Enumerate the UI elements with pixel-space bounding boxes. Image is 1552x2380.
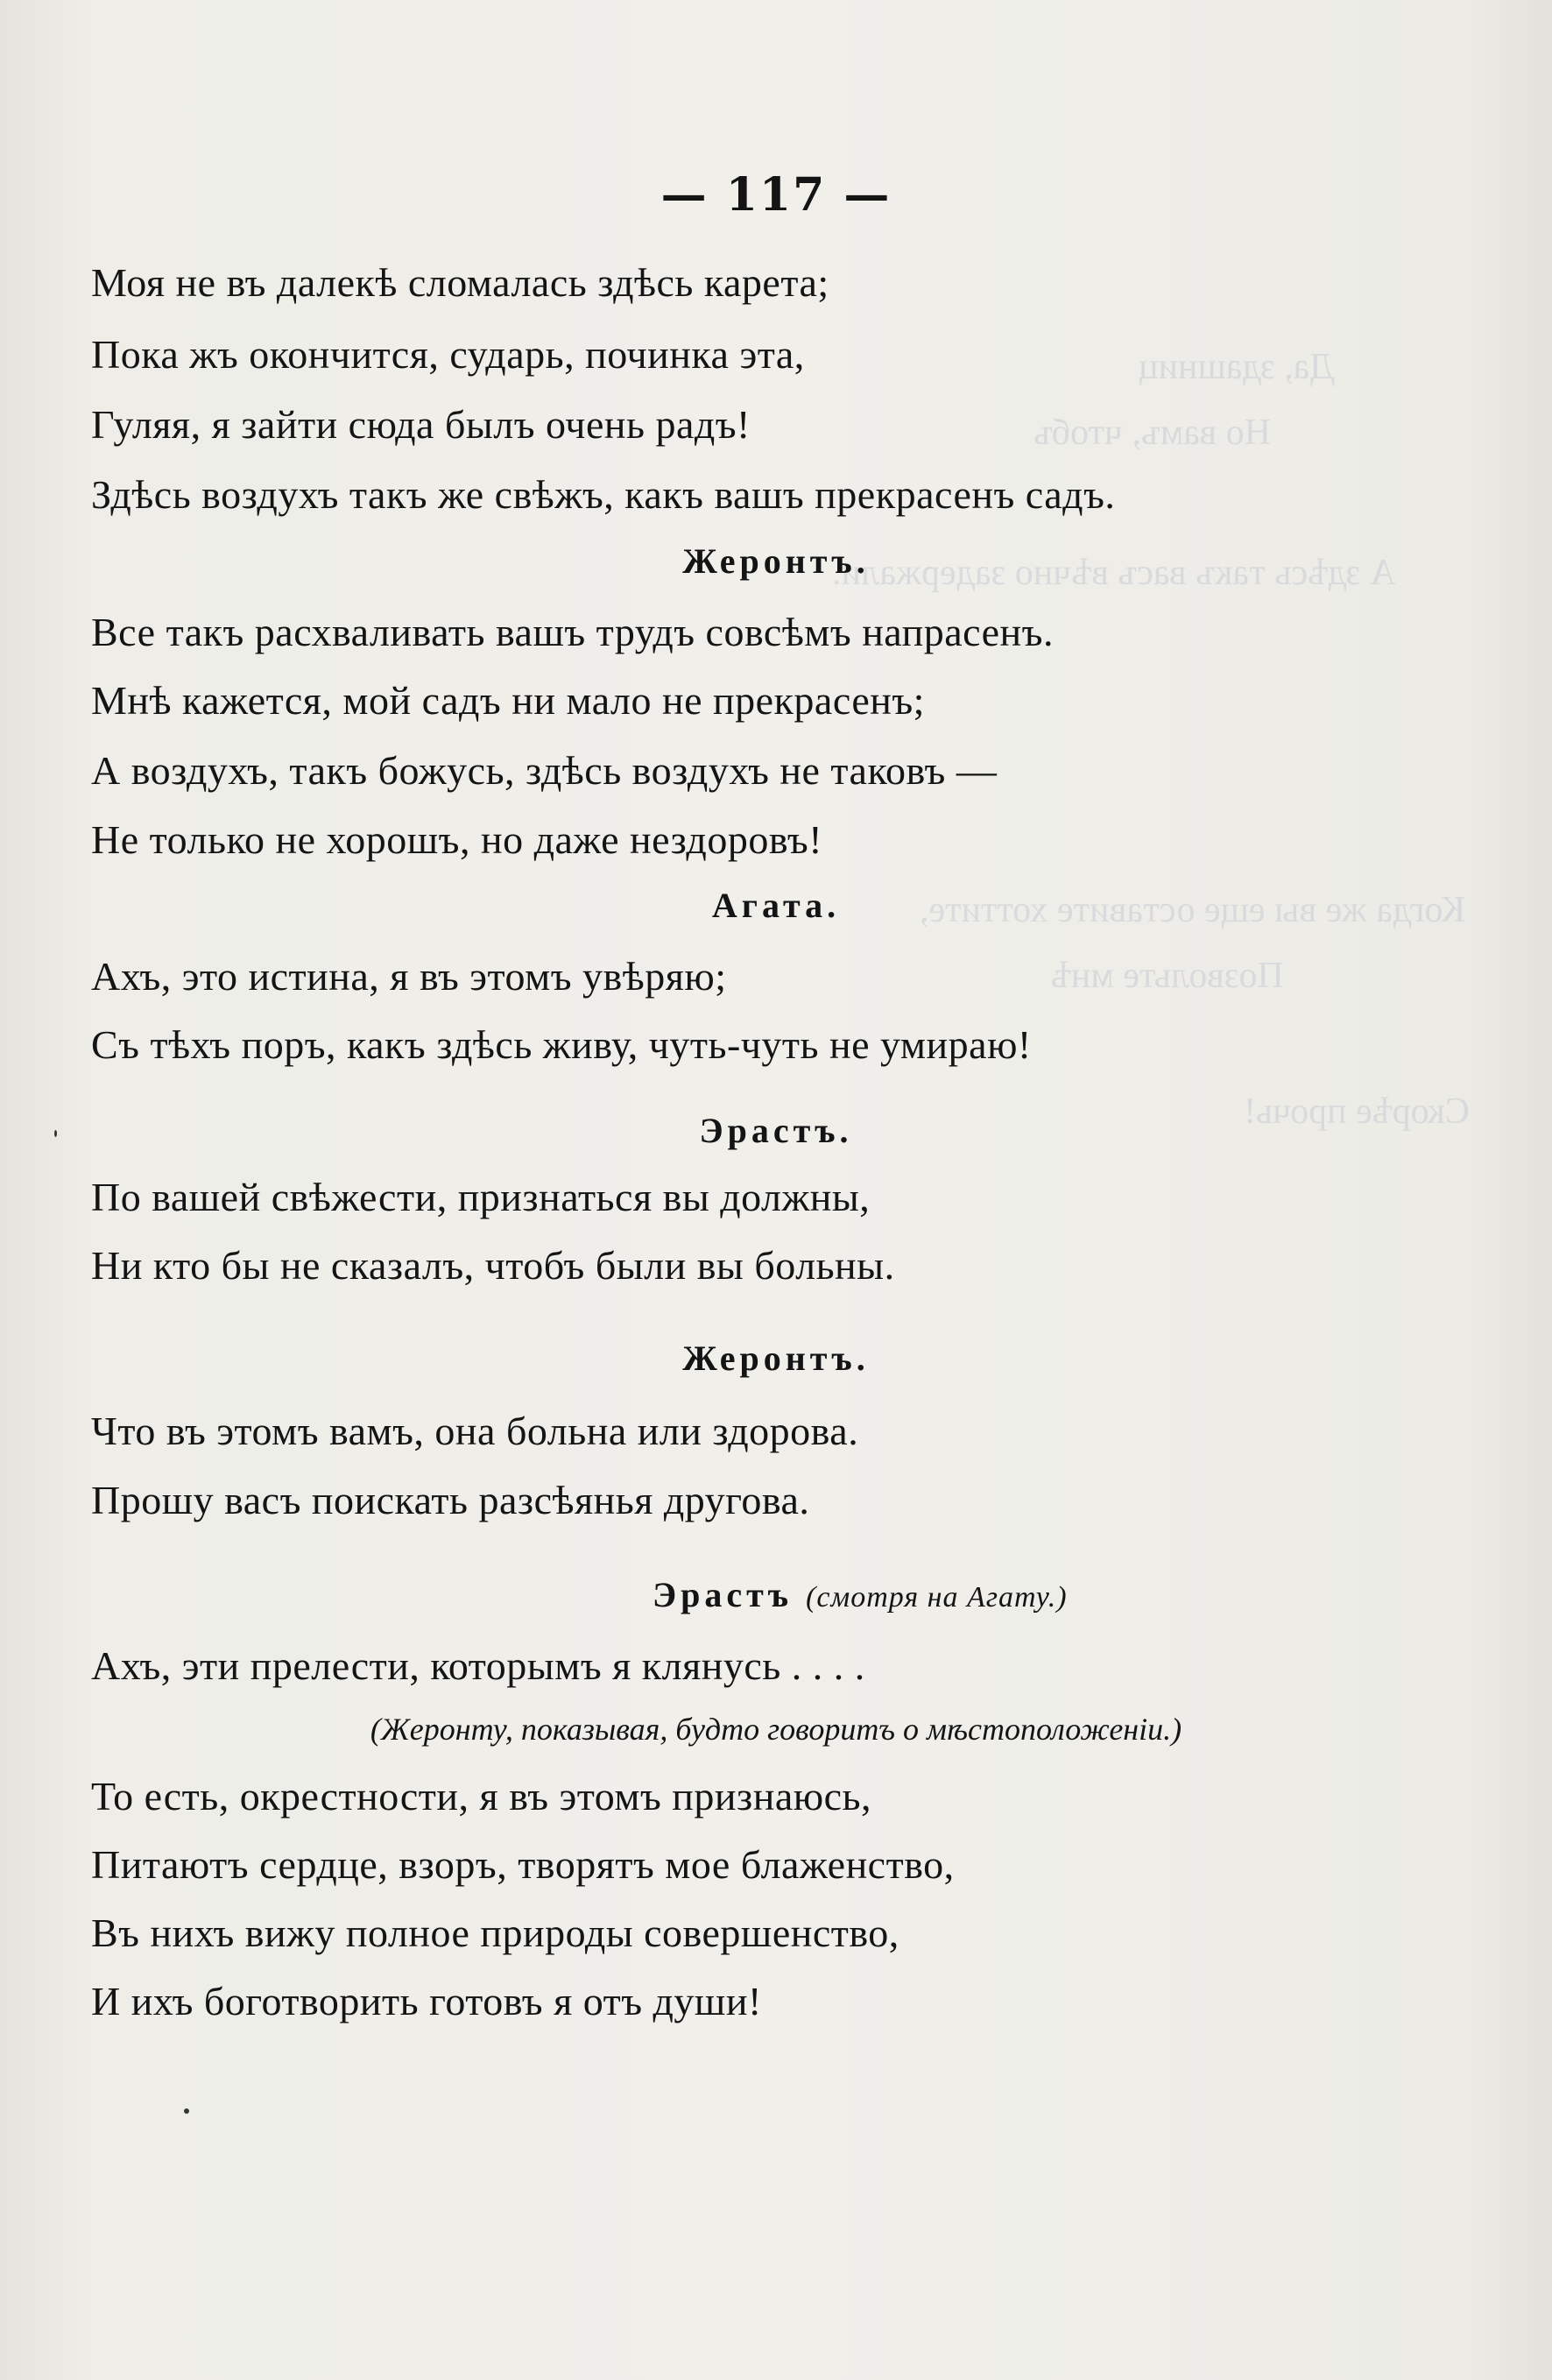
- speaker-name: Эрастъ: [653, 1575, 794, 1614]
- verse-line: Что въ этомъ вамъ, она больна или здорова.: [91, 1409, 859, 1453]
- speaker-note: (смотря на Агату.): [806, 1581, 1068, 1614]
- verse-line: Ахъ, эти прелести, которымъ я клянусь . . . .: [91, 1643, 865, 1688]
- bleed-through-text: А здѣсь такъ васъ вѣчно задержали.: [832, 553, 1396, 593]
- speaker-name: Агата.: [711, 886, 841, 925]
- ink-speck: [184, 2108, 189, 2114]
- verse-line: Въ нихъ вижу полное природы совершенство,: [91, 1910, 899, 1955]
- ink-speck: [54, 1130, 57, 1137]
- verse-line: И ихъ боготворить готовъ я отъ души!: [91, 1979, 762, 2023]
- verse-line: Ни кто бы не сказалъ, чтобъ были вы больны.: [91, 1243, 895, 1288]
- verse-line: Мнѣ кажется, мой садъ ни мало не прекрасенъ;: [91, 678, 925, 723]
- verse-line: Прошу васъ поискать разсѣянья другова.: [91, 1478, 810, 1522]
- bleed-through-text: Но вамъ, чтобъ: [1033, 413, 1272, 453]
- verse-line: Здѣсь воздухъ такъ же свѣжъ, какъ вашъ прекрасенъ садъ.: [91, 472, 1116, 517]
- verse-line: А воздухъ, такъ божусь, здѣсь воздухъ не таковъ —: [91, 748, 998, 793]
- verse-line: По вашей свѣжести, признаться вы должны,: [91, 1175, 871, 1219]
- bleed-through-text: Скорѣе прочь!: [1244, 1091, 1470, 1132]
- speaker-with-note: [653, 1574, 1068, 1615]
- verse-line: Съ тѣхъ поръ, какъ здѣсь живу, чуть-чуть не умираю!: [91, 1022, 1032, 1067]
- verse-line: Пока жъ окончится, сударь, починка эта,: [91, 332, 805, 377]
- verse-line: Все такъ расхваливать вашъ трудъ совсѣмъ напрасенъ.: [91, 610, 1054, 654]
- verse-line: Ахъ, это истина, я въ этомъ увѣряю;: [91, 954, 727, 999]
- bleed-through-text: Позвольте мнѣ: [1051, 956, 1284, 996]
- verse-line: То есть, окрестности, я въ этомъ признаюсь,: [91, 1774, 872, 1819]
- speaker-name: Жеронтъ.: [682, 1338, 870, 1378]
- stage-direction: (Жеронту, показывая, будто говоритъ о мѣстоположеніи.): [370, 1712, 1182, 1747]
- verse-line: Не только не хорошъ, но даже нездоровъ!: [91, 817, 823, 862]
- verse-line: Моя не въ далекѣ сломалась здѣсь карета;: [91, 260, 829, 305]
- page-number: — 117 —: [660, 168, 892, 222]
- speaker-name: Эрастъ.: [699, 1111, 853, 1150]
- speaker-name: Жеронтъ.: [682, 541, 870, 581]
- verse-line: Гуляя, я зайти сюда былъ очень радъ!: [91, 402, 751, 447]
- bleed-through-text: Когда же вы еще оставите хоттите,: [920, 890, 1466, 930]
- bleed-through-text: Да, здашниц: [1139, 347, 1335, 387]
- verse-line: Питаютъ сердце, взоръ, творятъ мое блаженство,: [91, 1842, 955, 1887]
